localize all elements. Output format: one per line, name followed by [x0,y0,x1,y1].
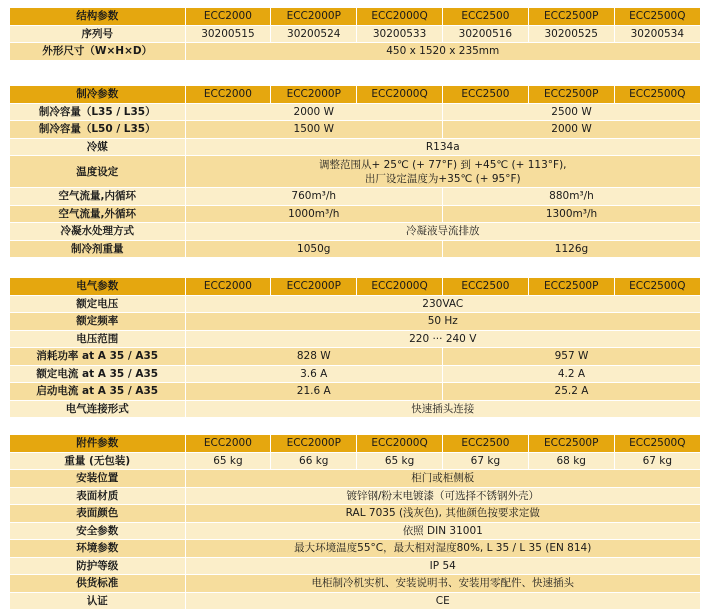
cell-value: 30200533 [357,25,443,43]
row-label: 制冷剂重量 [10,240,185,258]
table-row [10,43,700,61]
table-row [10,188,700,206]
cell-value: 依照 DIN 31001 [185,522,700,540]
model-header: ECC2000P [271,435,357,452]
model-header: ECC2000 [185,86,271,103]
cell-value: 67 kg [614,452,700,470]
row-label: 额定频率 [10,313,185,331]
table-row [10,452,700,470]
cell-value: 2000 W [442,121,700,139]
row-label: 安全参数 [10,522,185,540]
structure-table [10,8,700,61]
row-label: 供货标准 [10,575,185,593]
table-row [10,295,700,313]
accessories-section [10,435,700,610]
temperature-setting-cell [185,156,700,188]
cell-value: 1000m³/h [185,205,442,223]
cell-value: RAL 7035 (浅灰色), 其他颜色按要求定做 [185,505,700,523]
row-label: 温度设定 [10,156,185,188]
model-header: ECC2500Q [614,86,700,103]
cell-value: 230VAC [185,295,700,313]
cooling-header-row [10,86,700,103]
row-label: 冷媒 [10,138,185,156]
table-row [10,121,700,139]
row-label: 启动电流 at A 35 / A35 [10,383,185,401]
table-row [10,156,700,188]
cell-value: 2500 W [442,103,700,121]
model-header: ECC2000Q [357,8,443,25]
cell-value: 220 ··· 240 V [185,330,700,348]
table-row [10,205,700,223]
section-title: 电气参数 [10,278,185,295]
cell-value: 30200516 [442,25,528,43]
model-header: ECC2000 [185,8,271,25]
cell-value: 1050g [185,240,442,258]
cell-value: 2000 W [185,103,442,121]
row-label: 外形尺寸（W×H×D） [10,43,185,61]
table-row [10,138,700,156]
row-label: 电气连接形式 [10,400,185,418]
table-row [10,223,700,241]
cell-value: 25.2 A [442,383,700,401]
cell-value: 68 kg [528,452,614,470]
cell-value: 957 W [442,348,700,366]
cooling-table [10,86,700,258]
table-row [10,592,700,610]
cell-value: 450 x 1520 x 235mm [185,43,700,61]
table-row [10,400,700,418]
cell-value: 67 kg [442,452,528,470]
table-row [10,383,700,401]
cell-value: IP 54 [185,557,700,575]
table-row [10,540,700,558]
table-row [10,487,700,505]
section-title: 附件参数 [10,435,185,452]
model-header: ECC2500Q [614,8,700,25]
cell-value: 电柜制冷机实机、安装说明书、安装用零配件、快速插头 [185,575,700,593]
table-row [10,313,700,331]
cell-line: 出厂设定温度为+35℃ (+ 95°F) [364,172,521,185]
table-row [10,575,700,593]
cell-value: 30200524 [271,25,357,43]
cell-line: 调整范围从+ 25℃ (+ 77°F) 到 +45℃ (+ 113°F), [318,158,567,171]
section-title: 结构参数 [10,8,185,25]
row-label: 重量 (无包装) [10,452,185,470]
model-header: ECC2000P [271,8,357,25]
model-header: ECC2500P [528,435,614,452]
model-header: ECC2500 [442,86,528,103]
table-row [10,470,700,488]
row-label: 额定电压 [10,295,185,313]
cell-value: 65 kg [357,452,443,470]
cell-value: 3.6 A [185,365,442,383]
electrical-section [10,278,700,418]
row-label: 空气流量,外循环 [10,205,185,223]
model-header: ECC2500 [442,435,528,452]
cell-value: 30200515 [185,25,271,43]
cell-value: 镀锌钢/粉末电镀漆（可选择不锈钢外壳） [185,487,700,505]
model-header: ECC2000 [185,435,271,452]
row-label: 制冷容量（L35 / L35） [10,103,185,121]
row-label: 消耗功率 at A 35 / A35 [10,348,185,366]
model-header: ECC2500P [528,8,614,25]
table-row [10,240,700,258]
row-label: 电压范围 [10,330,185,348]
cell-value: 21.6 A [185,383,442,401]
cooling-section [10,86,700,258]
table-row [10,505,700,523]
row-label: 额定电流 at A 35 / A35 [10,365,185,383]
cell-value: 1500 W [185,121,442,139]
cell-value: 880m³/h [442,188,700,206]
model-header: ECC2500P [528,278,614,295]
model-header: ECC2500 [442,8,528,25]
electrical-table [10,278,700,418]
structure-header-row [10,8,700,25]
cell-value: 1126g [442,240,700,258]
table-row [10,348,700,366]
model-header: ECC2000Q [357,86,443,103]
model-header: ECC2000P [271,86,357,103]
table-row [10,330,700,348]
structure-section [10,8,700,61]
cell-value: R134a [185,138,700,156]
electrical-header-row [10,278,700,295]
cell-value: 冷凝液导流排放 [185,223,700,241]
row-label: 序列号 [10,25,185,43]
model-header: ECC2000Q [357,278,443,295]
model-header: ECC2500Q [614,435,700,452]
accessories-header-row [10,435,700,452]
model-header: ECC2500Q [614,278,700,295]
cell-value: 65 kg [185,452,271,470]
row-label: 防护等级 [10,557,185,575]
cell-value: 66 kg [271,452,357,470]
table-row [10,365,700,383]
cell-value: 30200534 [614,25,700,43]
cell-value: 快速插头连接 [185,400,700,418]
row-label: 环境参数 [10,540,185,558]
model-header: ECC2500 [442,278,528,295]
cell-value: 柜门或柜侧板 [185,470,700,488]
cell-value: 760m³/h [185,188,442,206]
cell-value: 50 Hz [185,313,700,331]
row-label: 冷凝水处理方式 [10,223,185,241]
cell-value: 1300m³/h [442,205,700,223]
row-label: 表面材质 [10,487,185,505]
row-label: 表面颜色 [10,505,185,523]
model-header: ECC2500P [528,86,614,103]
cell-value: 4.2 A [442,365,700,383]
section-title: 制冷参数 [10,86,185,103]
row-label: 空气流量,内循环 [10,188,185,206]
model-header: ECC2000Q [357,435,443,452]
row-label: 认证 [10,592,185,610]
cell-value: CE [185,592,700,610]
row-label: 制冷容量（L50 / L35） [10,121,185,139]
table-row [10,522,700,540]
table-row [10,557,700,575]
model-header: ECC2000 [185,278,271,295]
accessories-table [10,435,700,610]
row-label: 安装位置 [10,470,185,488]
model-header: ECC2000P [271,278,357,295]
cell-value: 30200525 [528,25,614,43]
cell-value: 828 W [185,348,442,366]
table-row [10,103,700,121]
cell-value: 最大环境温度55°C，最大相对湿度80%, L 35 / L 35 (EN 814) [185,540,700,558]
table-row [10,25,700,43]
